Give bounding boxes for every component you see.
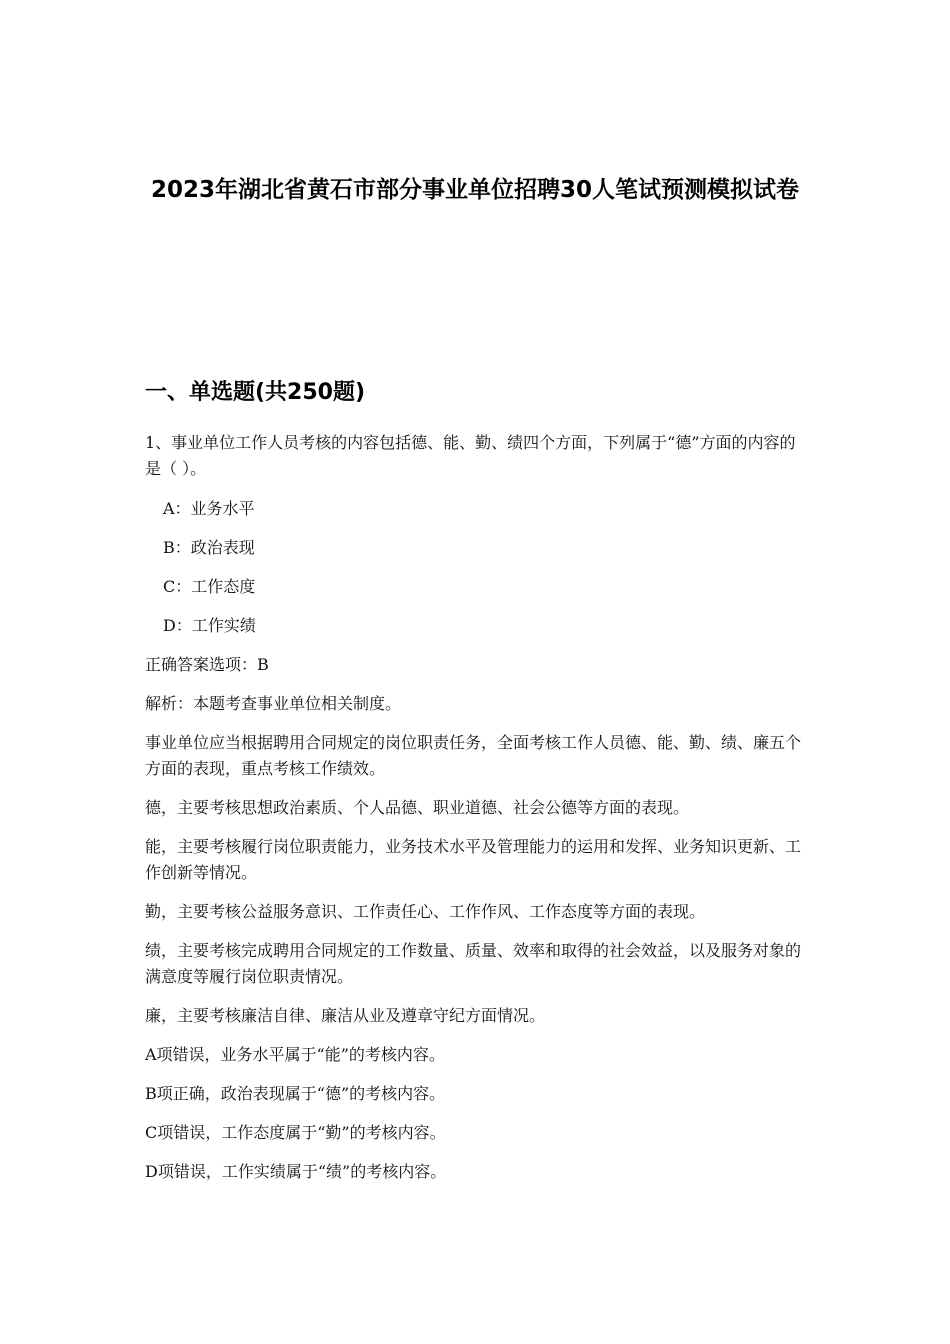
- question-block: [145, 430, 805, 1198]
- analysis-paragraph: 绩，主要考核完成聘用合同规定的工作数量、质量、效率和取得的社会效益，以及服务对象的满意度等履行岗位职责情况。: [145, 941, 802, 986]
- option-a: A：业务水平: [163, 499, 255, 518]
- answer-line: 正确答案选项：B: [145, 655, 269, 674]
- analysis-paragraph: D项错误，工作实绩属于“绩”的考核内容。: [145, 1162, 447, 1181]
- analysis-paragraph: 解析：本题考查事业单位相关制度。: [145, 694, 402, 713]
- analysis-paragraph: 勤，主要考核公益服务意识、工作责任心、工作作风、工作态度等方面的表现。: [145, 902, 706, 921]
- analysis-paragraph: B项正确，政治表现属于“德”的考核内容。: [145, 1084, 446, 1103]
- document-title: 2023年湖北省黄石市部分事业单位招聘30人笔试预测模拟试卷: [150, 177, 800, 203]
- analysis-paragraph: 事业单位应当根据聘用合同规定的岗位职责任务，全面考核工作人员德、能、勤、绩、廉五个方面的表现，重点考核工作绩效。: [145, 733, 802, 778]
- analysis-paragraph: 廉，主要考核廉洁自律、廉洁从业及遵章守纪方面情况。: [145, 1006, 546, 1025]
- analysis-paragraph: 能，主要考核履行岗位职责能力，业务技术水平及管理能力的运用和发挥、业务知识更新、工作创新等情况。: [145, 837, 802, 882]
- analysis-paragraph: 德，主要考核思想政治素质、个人品德、职业道德、社会公德等方面的表现。: [145, 798, 690, 817]
- analysis-paragraph: C项错误，工作态度属于“勤”的考核内容。: [145, 1123, 446, 1142]
- option-c: C：工作态度: [163, 577, 256, 596]
- option-b: B：政治表现: [163, 538, 255, 557]
- section-heading: 一、单选题(共250题): [145, 380, 366, 405]
- question-stem: 1、事业单位工作人员考核的内容包括德、能、勤、绩四个方面，下列属于“德”方面的内容的是（ ）。: [145, 433, 796, 478]
- analysis-paragraph: A项错误，业务水平属于“能”的考核内容。: [145, 1045, 445, 1064]
- option-d: D：工作实绩: [163, 616, 256, 635]
